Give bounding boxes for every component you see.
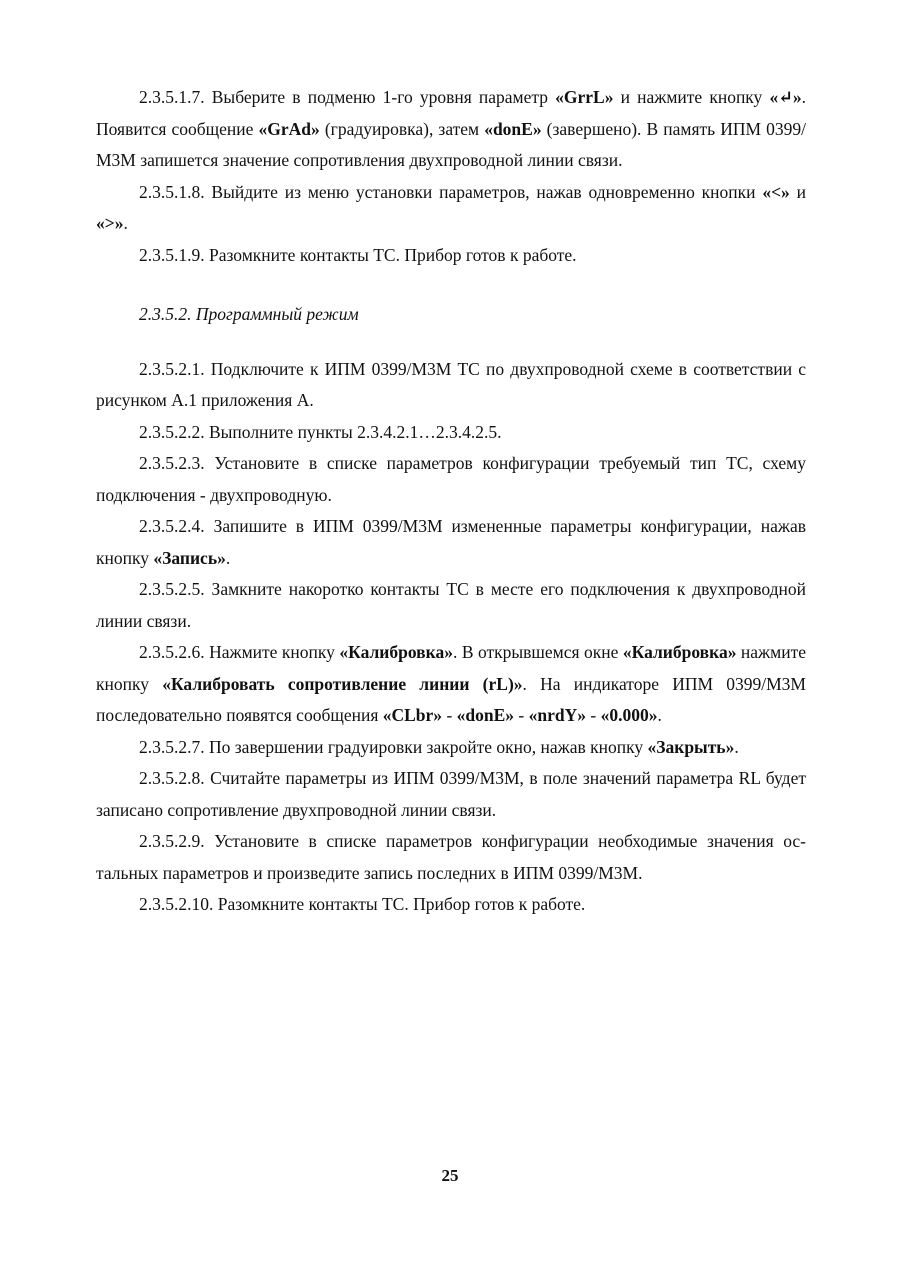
paragraph-2-3-5-1-7 [96,82,806,177]
bold-term: «<» [762,181,790,202]
text-run: 2.3.5.2.10. Разомкните контакты ТС. Прибор готов к работе. [139,894,586,914]
bold-term: «↵» [769,87,802,107]
text-run: 2.3.5.2.1. Подключите к ИПМ 0399/М3М ТС по двухпроводной схеме в соответствии с рисунком А.1 приложения А. [96,358,806,410]
page-content [96,82,806,921]
text-run: 2.3.5.2.9. Установите в списке параметров конфигурации необходимые значения остальных параметров и произведите запись последних в ИПМ 0399/М3М. [96,831,806,883]
text-run: 2.3.5.1.7. Выберите в подменю 1-го уровня параметр [139,87,556,107]
paragraph-2-3-5-2-3 [96,448,806,511]
text-run: - [442,705,457,725]
bold-term: «0.000» [600,705,658,725]
bold-term: «Калибровка» [339,642,453,662]
bold-term: «donE» [484,118,542,139]
paragraph-2-3-5-2-2 [96,417,806,449]
paragraph-2-3-5-2-7 [96,732,806,764]
paragraph-list-before [96,82,806,271]
text-run: 2.3.5.2.5. Замкните накоротко контакты ТС в месте его подключения к двухпроводной линии связи. [96,579,806,631]
text-run: - [585,705,601,725]
text-run: 2.3.5.2.4. Запишите в ИПМ 0399/М3М измененные параметры конфигурации, нажав кнопку [96,516,806,568]
bold-term: «Закрыть» [647,736,735,757]
paragraph-2-3-5-2-4 [96,511,806,574]
bold-term: «Запись» [153,547,226,568]
bold-term: «Калибровать сопротивление линии (rL)» [162,673,523,694]
text-run: 2.3.5.2.2. Выполните пункты 2.3.4.2.1…2.3.4.2.5. [139,421,502,442]
paragraph-2-3-5-2-8 [96,763,806,826]
text-run: и нажмите кнопку [613,87,770,107]
paragraph-2-3-5-2-1 [96,354,806,417]
bold-term: «GrrL» [555,87,614,107]
bold-term: «GrAd» [258,118,320,139]
text-run: . [225,547,231,568]
paragraph-2-3-5-2-9 [96,826,806,889]
text-run: нажмите кнопку [96,642,806,694]
paragraph-2-3-5-2-5 [96,574,806,637]
text-run: 2.3.5.1.8. Выйдите из меню установки параметров, нажав одновременно кнопки [139,181,763,202]
bold-term: «donE» [456,705,515,725]
text-run: (завершено). В память ИПМ 0399/М3М запишется значение сопротивления двухпроводной линии связи. [96,118,806,170]
paragraph-2-3-5-1-8 [96,177,806,240]
paragraph-2-3-5-1-9 [96,240,806,272]
paragraph-2-3-5-2-6 [96,637,806,732]
bold-term: «Калибровка» [622,642,737,662]
section-heading: 2.3.5.2. Программный режим [139,304,359,324]
text-run: 2.3.5.2.8. Считайте параметры из ИПМ 0399/М3М, в поле значений параметра RL будет записано сопротивление двухпроводной линии связи. [96,768,806,820]
page-number: 25 [441,1166,459,1185]
text-run: 2.3.5.2.6. Нажмите кнопку [139,642,340,662]
bold-term: «CLbr» [382,705,443,725]
text-run: (градуировка), затем [319,118,485,139]
text-run: . [123,213,128,233]
text-run: . [657,705,662,725]
text-run: 2.3.5.2.3. Установите в списке параметров конфигурации требуемый тип ТС, схему подключения - двухпроводную. [96,453,806,505]
text-run: . [734,736,739,757]
bold-term: «nrdY» [528,705,586,725]
text-run: . Появится сообщение [96,87,806,139]
text-run: . На индикаторе ИПМ 0399/М3М последовательно появятся сообщения [96,673,806,725]
paragraph-list-after [96,354,806,921]
text-run: 2.3.5.2.7. По завершении градуировки закройте окно, нажав кнопку [139,736,648,757]
text-run: и [789,181,806,202]
text-run: 2.3.5.1.9. Разомкните контакты ТС. Прибор готов к работе. [139,244,577,265]
text-run: . В открывшемся окне [452,642,623,662]
text-run: - [514,705,529,725]
bold-term: «>» [96,213,124,233]
paragraph-2-3-5-2-10 [96,889,806,921]
